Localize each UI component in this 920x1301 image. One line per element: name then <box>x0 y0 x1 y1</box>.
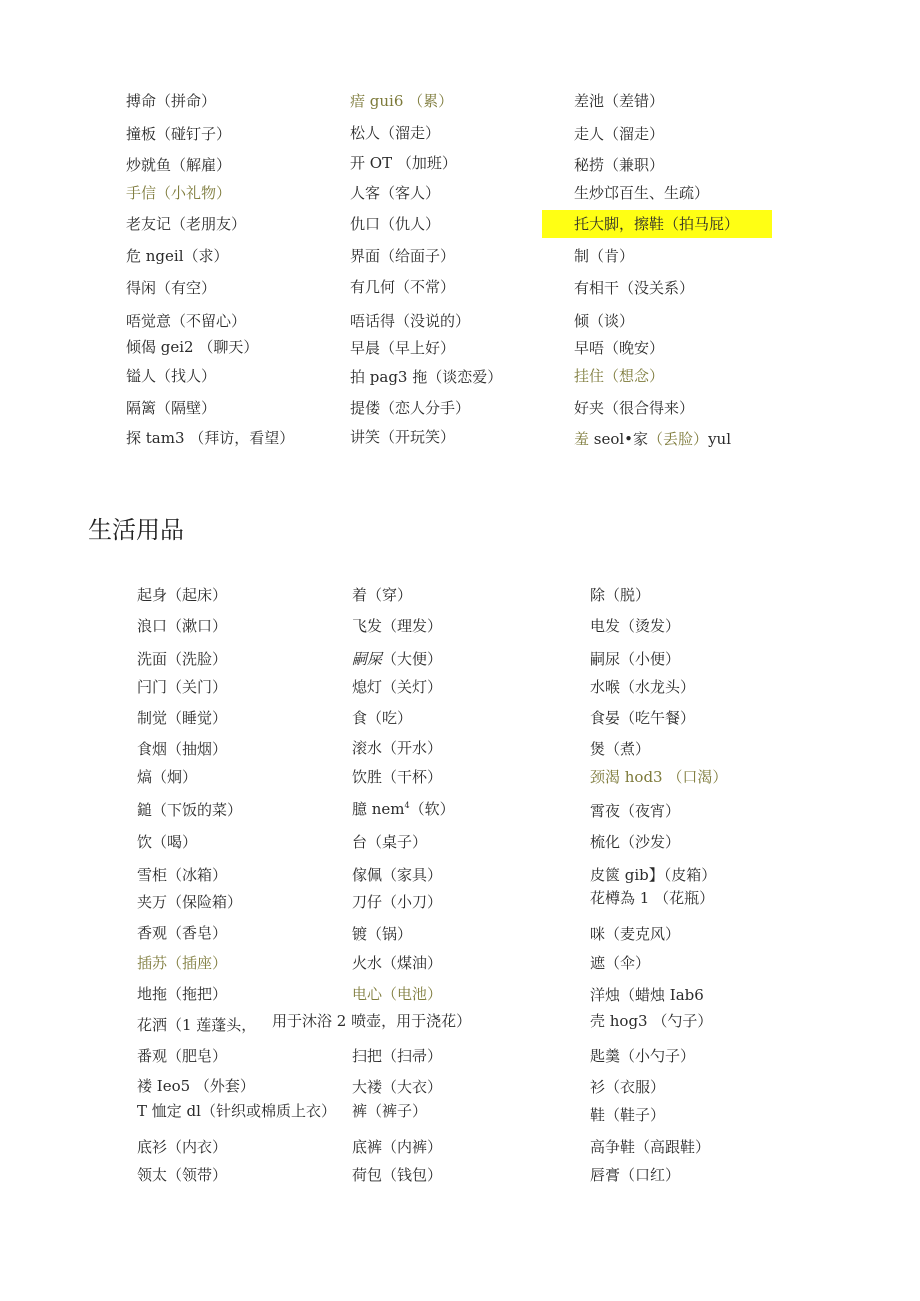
slang-item: 有相干（没关系） <box>574 279 695 297</box>
slang-fragment: （丢脸） <box>648 430 709 448</box>
vocab-item: 底衫（内衣） <box>137 1138 228 1156</box>
vocab-item-mixed <box>352 799 455 819</box>
vocab-item: 电发（烫发） <box>590 617 681 635</box>
vocab-item: 皮篋 gib】（皮箱） <box>590 866 717 884</box>
vocab-item: 刀仔（小刀） <box>352 893 443 911</box>
vocab-item: 食烟（抽烟） <box>137 740 228 758</box>
slang-item: 搏命（拼命） <box>126 92 217 110</box>
vocab-fragment: （大便） <box>382 650 443 668</box>
slang-item: 撞板（碰钉子） <box>126 125 232 143</box>
vocab-item: 饮胜（干杯） <box>352 768 443 786</box>
slang-item: 拍 pag3 拖（谈恋爱） <box>350 368 503 386</box>
vocab-item: T 恤定 dl（针织或棉质上衣） <box>137 1102 336 1120</box>
vocab-item: 洋烛（蜡烛 Iab6 <box>590 986 704 1004</box>
vocab-item: 鞋（鞋子） <box>590 1106 666 1124</box>
slang-item: 早唔（晚安） <box>574 339 665 357</box>
vocab-item: 高争鞋（高跟鞋） <box>590 1138 711 1156</box>
slang-item: 危 ngeil（求） <box>126 247 229 265</box>
vocab-item: 衫（衣服） <box>590 1078 666 1096</box>
slang-item: 瘖 gui6 （累） <box>350 92 454 110</box>
slang-item: 制（肯） <box>574 247 635 265</box>
slang-item: 手信（小礼物） <box>126 184 232 202</box>
slang-item: 开 OT （加班） <box>350 154 457 172</box>
vocab-fragment: （软） <box>409 800 455 818</box>
slang-item: 倾（谈） <box>574 312 635 330</box>
slang-item: 有几何（不常） <box>350 278 456 296</box>
vocab-item: 底裤（内裤） <box>352 1138 443 1156</box>
vocab-fragment: 臆 nem <box>352 800 405 818</box>
vocab-item: 闩门（关门） <box>137 678 228 696</box>
vocab-item: 匙羹（小勺子） <box>590 1047 696 1065</box>
slang-item: 唔话得（没说的） <box>350 312 471 330</box>
vocab-item: 制觉（睡觉） <box>137 709 228 727</box>
vocab-item: 遮（伞） <box>590 954 651 972</box>
slang-item: 好夹（很合得来） <box>574 399 695 417</box>
slang-item: 界面（给面子） <box>350 247 456 265</box>
slang-item: 走人（溜走） <box>574 125 665 143</box>
vocab-item: 食（吃） <box>352 709 413 727</box>
slang-item: 仇口（仇人） <box>350 215 441 233</box>
slang-item: 老友记（老朋友） <box>126 215 247 233</box>
vocab-item: 地拖（拖把） <box>137 985 228 1003</box>
vocab-item: 唇膏（口红） <box>590 1166 681 1184</box>
vocab-item: 傢佩（家具） <box>352 866 443 884</box>
vocab-item: 熄灯（关灯） <box>352 678 443 696</box>
vocab-item: 水喉（水龙头） <box>590 678 696 696</box>
highlighted-slang-item: 托大脚，擦鞋（拍马屁） <box>542 210 772 238</box>
slang-item: 得闲（有空） <box>126 279 217 297</box>
slang-item: 早晨（早上好） <box>350 339 456 357</box>
vocab-item: 插苏（插座） <box>137 954 228 972</box>
vocab-item: 滚水（开水） <box>352 739 443 757</box>
vocab-item: 食晏（吃午餐） <box>590 709 696 727</box>
vocab-item: 壳 hog3 （勺子） <box>590 1012 713 1030</box>
slang-item: 镒人（找人） <box>126 367 217 385</box>
vocab-item: 饮（喝） <box>137 833 198 851</box>
vocab-item: 番观（肥皂） <box>137 1047 228 1065</box>
vocab-item: 鎚（下饭的菜） <box>137 801 243 819</box>
vocab-item: 扫把（扫帚） <box>352 1047 443 1065</box>
vocab-item: 花洒（1 莲蓬头， <box>137 1016 257 1034</box>
vocab-item: 香观（香皂） <box>137 924 228 942</box>
slang-fragment: yul <box>708 430 731 448</box>
vocab-item: 起身（起床） <box>137 586 228 604</box>
vocab-item: 嗣尿（小便） <box>590 650 681 668</box>
slang-item: 人客（客人） <box>350 184 441 202</box>
vocab-item: 领太（领带） <box>137 1166 228 1184</box>
slang-item: 松人（溜走） <box>350 124 441 142</box>
slang-item: 唔觉意（不留心） <box>126 312 247 330</box>
slang-item: 提偻（恋人分手） <box>350 399 471 417</box>
slang-item: 秘捞（兼职） <box>574 156 665 174</box>
vocab-item: 电心（电池） <box>352 985 443 1003</box>
vocab-item: 褛 Ieo5 （外套） <box>137 1077 255 1095</box>
vocab-item: 花樽為 1 （花瓶） <box>590 889 715 907</box>
slang-fragment: seol•家 <box>589 430 649 448</box>
vocab-item: 咪（麦克风） <box>590 925 681 943</box>
vocab-item: 洗面（洗脸） <box>137 650 228 668</box>
vocab-item: 镀（锅） <box>352 925 413 943</box>
vocab-fragment-sup: 4 <box>404 801 410 810</box>
vocab-item: 梳化（沙发） <box>590 833 681 851</box>
vocab-item: 飞发（理发） <box>352 617 443 635</box>
slang-item: 倾偈 gei2 （聊天） <box>126 338 259 356</box>
section-heading: 生活用品 <box>88 516 184 544</box>
slang-item: 探 tam3 （拜访，看望） <box>126 429 295 447</box>
slang-item: 讲笑（开玩笑） <box>350 428 456 446</box>
slang-item: 隔篱（隔壁） <box>126 399 217 417</box>
vocab-item: 霄夜（夜宵） <box>590 802 681 820</box>
slang-item: 挂住（想念） <box>574 367 665 385</box>
vocab-item: 裤（裤子） <box>352 1102 428 1120</box>
vocab-item: 夹万（保险箱） <box>137 893 243 911</box>
vocab-item: 台（桌子） <box>352 833 428 851</box>
slang-item: 差池（差错） <box>574 92 665 110</box>
vocab-item: 火水（煤油） <box>352 954 443 972</box>
vocab-item-mixed <box>352 649 442 669</box>
vocab-item: 煲（煮） <box>590 740 651 758</box>
vocab-item: 用于沐浴 2 喷壶，用于浇花） <box>272 1012 472 1030</box>
slang-fragment: 羞 <box>574 430 590 448</box>
slang-item: 炒就鱼（解雇） <box>126 156 232 174</box>
vocab-item: 颈渴 hod3 （口渴） <box>590 768 728 786</box>
slang-item-mixed <box>574 429 731 449</box>
vocab-item: 浪口（漱口） <box>137 617 228 635</box>
vocab-item: 大褛（大衣） <box>352 1078 443 1096</box>
vocab-item: 雪柜（冰箱） <box>137 866 228 884</box>
vocab-item: 着（穿） <box>352 586 413 604</box>
vocab-item: 除（脱） <box>590 586 651 604</box>
slang-item: 生炒邙百生、生疏） <box>574 184 710 202</box>
vocab-fragment-italic: 嗣屎 <box>352 650 383 668</box>
vocab-item: 熇（炯） <box>137 768 198 786</box>
vocab-item: 荷包（钱包） <box>352 1166 443 1184</box>
